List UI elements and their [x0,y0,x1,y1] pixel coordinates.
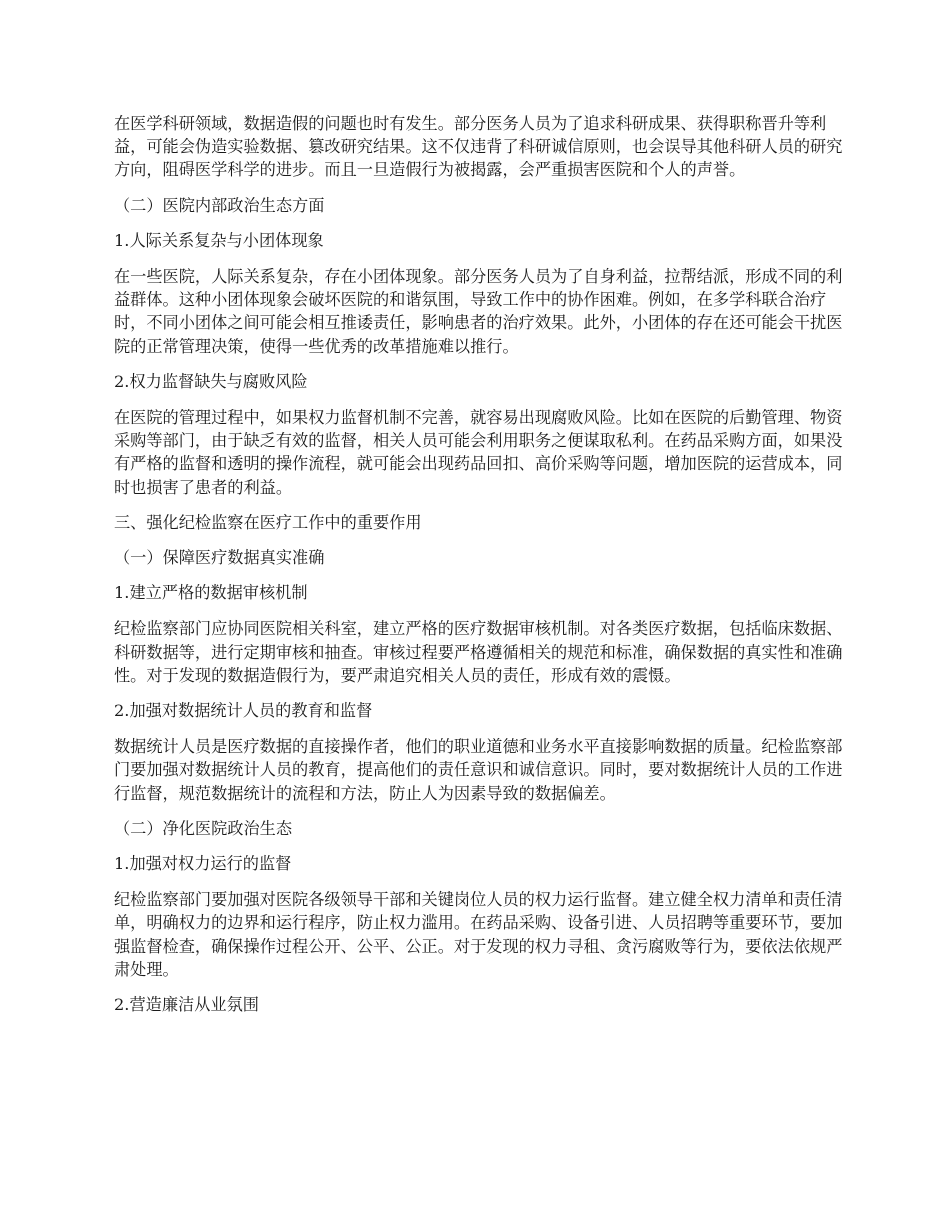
paragraph-research-fraud: 在医学科研领域，数据造假的问题也时有发生。部分医务人员为了追求科研成果、获得职称晋升等利益，可能会伪造实验数据、篡改研究结果。这不仅违背了科研诚信原则，也会误导其他科研人员的研究方向，阻碍医学科学的进步。而且一旦造假行为被揭露，会严重损害医院和个人的声誉。 [114,114,843,180]
heading-interpersonal-cliques: 1.人际关系复杂与小团体现象 [114,230,324,250]
heading-integrity-atmosphere: 2.营造廉洁从业氛围 [114,995,259,1015]
paragraph-cliques: 在一些医院，人际关系复杂，存在小团体现象。部分医务人员为了自身利益，拉帮结派，形成不同的利益群体。这种小团体现象会破坏医院的和谐氛围，导致工作中的协作困难。例如，在多学科联合治疗时，不同小团体之间可能会相互推诿责任，影响患者的治疗效果。此外，小团体的存在还可能会干扰医院的正常管理决策，使得一些优秀的改革措施难以推行。 [114,267,843,356]
heading-audit-mechanism: 1.建立严格的数据审核机制 [114,583,308,603]
heading-section-three: 三、强化纪检监察在医疗工作中的重要作用 [114,512,422,532]
paragraph-corruption-risk: 在医院的管理过程中，如果权力监督机制不完善，就容易出现腐败风险。比如在医院的后勤管理、物资采购等部门，由于缺乏有效的监督，相关人员可能会利用职务之便谋取私利。在药品采购方面，如果没有严格的监督和透明的操作流程，就可能会出现药品回扣、高价采购等问题，增加医院的运营成本，同时也损害了患者的利益。 [114,408,843,497]
document-page [114,112,852,1016]
heading-data-accuracy: （一）保障医疗数据真实准确 [114,548,325,568]
heading-statistician-education: 2.加强对数据统计人员的教育和监督 [114,701,373,721]
paragraph-power-oversight: 纪检监察部门要加强对医院各级领导干部和关键岗位人员的权力运行监督。建立健全权力清单和责任清单，明确权力的边界和运行程序，防止权力滥用。在药品采购、设备引进、人员招聘等重要环节，要加强监督检查，确保操作过程公开、公平、公正。对于发现的权力寻租、贪污腐败等行为，要依法依规严肃处理。 [114,890,843,979]
heading-power-supervision: 2.权力监督缺失与腐败风险 [114,371,308,391]
heading-purify-ecology: （二）净化医院政治生态 [114,818,293,838]
heading-political-ecology: （二）医院内部政治生态方面 [114,195,325,215]
paragraph-statistician-education: 数据统计人员是医疗数据的直接操作者，他们的职业道德和业务水平直接影响数据的质量。纪检监察部门要加强对数据统计人员的教育，提高他们的责任意识和诚信意识。同时，要对数据统计人员的工作进行监督，规范数据统计的流程和方法，防止人为因素导致的数据偏差。 [114,737,843,803]
heading-power-oversight: 1.加强对权力运行的监督 [114,854,292,874]
paragraph-audit-mechanism: 纪检监察部门应协同医院相关科室，建立严格的医疗数据审核机制。对各类医疗数据，包括临床数据、科研数据等，进行定期审核和抽查。审核过程要严格遵循相关的规范和标准，确保数据的真实性和准确性。对于发现的数据造假行为，要严肃追究相关人员的责任，形成有效的震慑。 [114,619,843,685]
